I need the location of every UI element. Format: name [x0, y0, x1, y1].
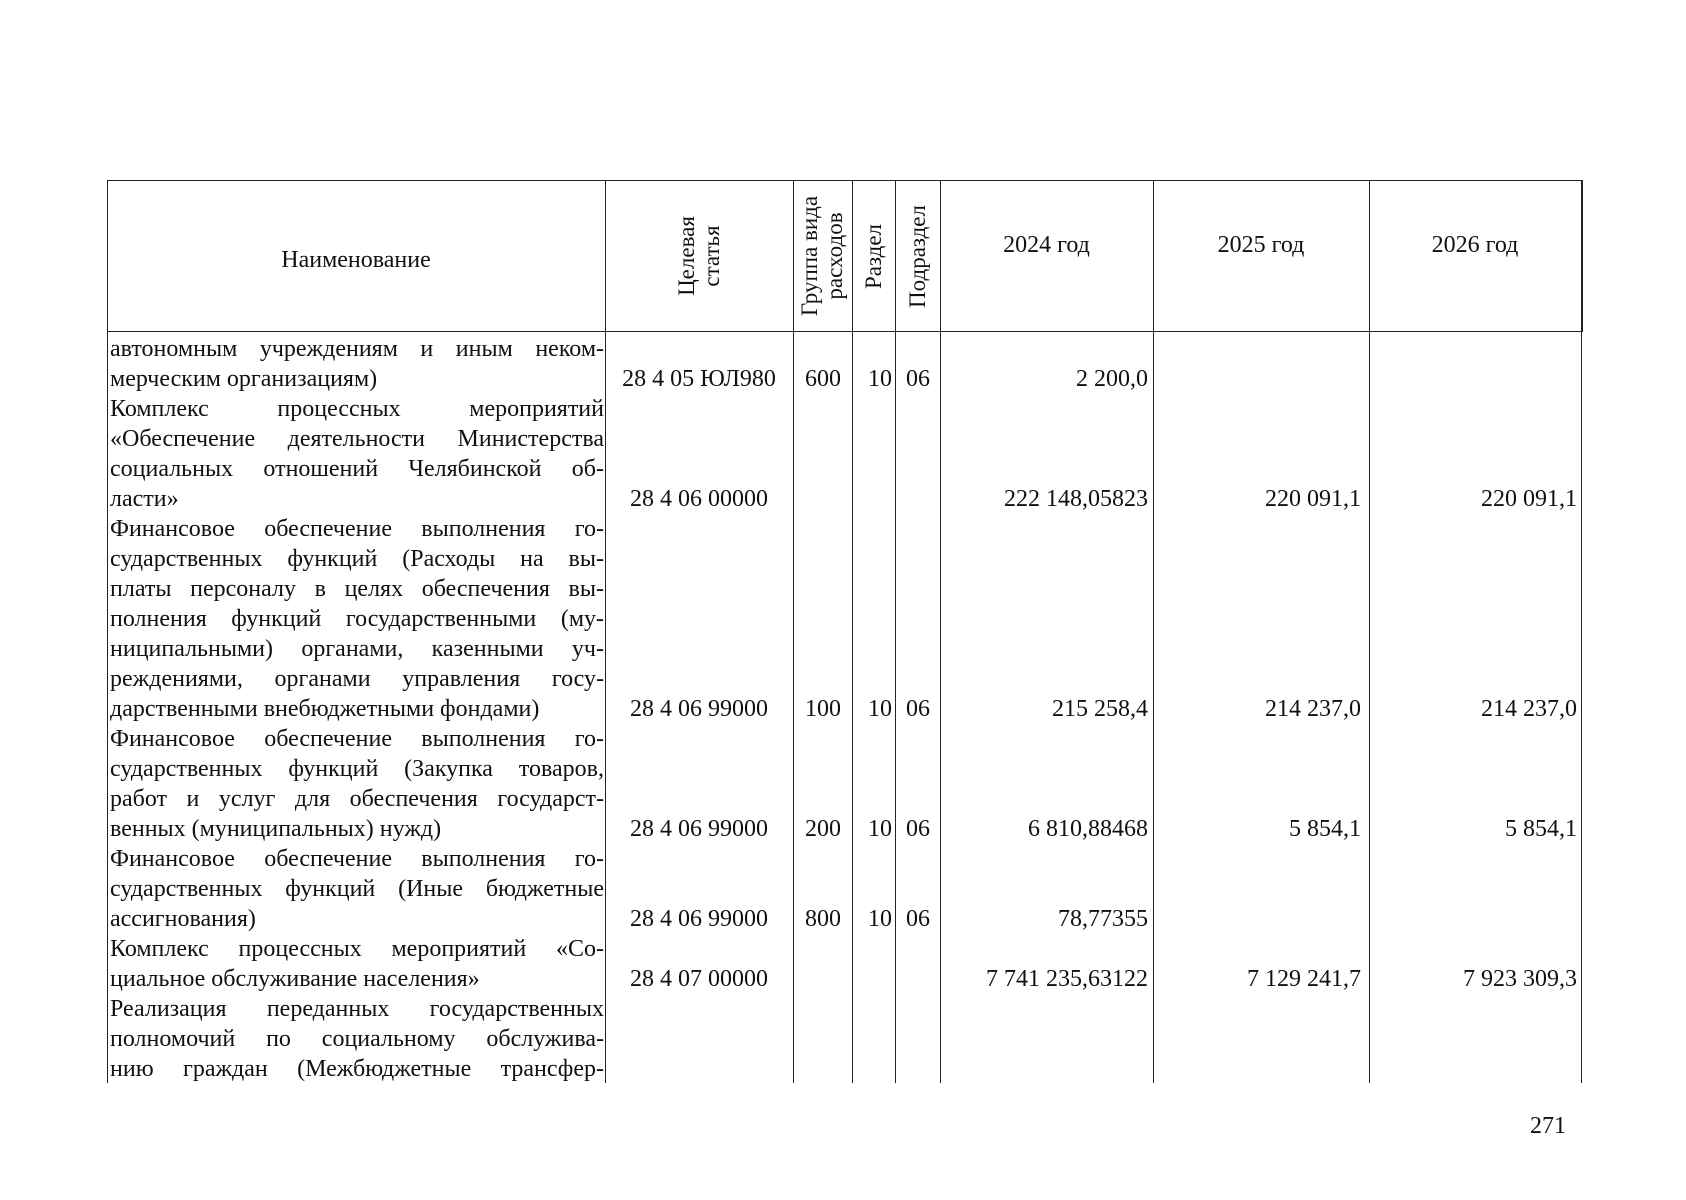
- header-section: [852, 180, 895, 332]
- row-name-line: нию граждан (Межбюджетные трансфер-: [110, 1056, 604, 1082]
- header-2025: [1153, 180, 1369, 332]
- page-number: 271: [1530, 1113, 1566, 1139]
- row-name-line: полнения функций государственными (му-: [110, 606, 604, 632]
- row-value-2026: 214 237,0: [1481, 696, 1577, 722]
- row-group: 800: [805, 906, 841, 932]
- row-value-2026: 220 091,1: [1481, 486, 1577, 512]
- row-name-line: сударственных функций (Расходы на вы-: [110, 546, 604, 572]
- row-group: 100: [805, 696, 841, 722]
- row-name-line: венных (муниципальных) нужд): [110, 816, 442, 842]
- header-name: [107, 180, 605, 332]
- col-divider: [1581, 180, 1582, 1083]
- row-target-code: 28 4 07 00000: [630, 966, 768, 992]
- row-name: [110, 514, 604, 724]
- row-name-line: «Обеспечение деятельности Министерства: [110, 426, 604, 452]
- row-name: [110, 724, 604, 844]
- row-name-line: Комплекс процессных мероприятий «Со-: [110, 936, 604, 962]
- header-2026: [1369, 180, 1581, 332]
- row-name-line: Реализация переданных государственных: [110, 996, 604, 1022]
- row-value-2025: 214 237,0: [1265, 696, 1361, 722]
- budget-table: [107, 180, 1583, 1083]
- header-group-line2: расходов: [822, 212, 848, 300]
- row-subsection: 06: [906, 906, 930, 932]
- header-subsection: [895, 180, 940, 332]
- row-target-code: 28 4 06 99000: [630, 816, 768, 842]
- row-section: 10: [868, 816, 892, 842]
- row-name-line: автономным учреждениям и иным неком-: [110, 336, 604, 362]
- row-name-line: сударственных функций (Иные бюджетные: [110, 876, 604, 902]
- row-value-2024: 2 200,0: [1076, 366, 1148, 392]
- row-group: 200: [805, 816, 841, 842]
- row-name-line: работ и услуг для обеспечения государст-: [110, 786, 604, 812]
- row-subsection: 06: [906, 816, 930, 842]
- row-group: 600: [805, 366, 841, 392]
- row-name: [110, 334, 604, 394]
- header-group-label: [798, 196, 848, 316]
- row-value-2024: 6 810,88468: [1028, 816, 1148, 842]
- row-target-code: 28 4 05 ЮЛ980: [622, 366, 776, 392]
- row-name-line: дарственными внебюджетными фондами): [110, 696, 540, 722]
- row-subsection: 06: [906, 366, 930, 392]
- row-target-code: 28 4 06 99000: [630, 696, 768, 722]
- row-subsection: 06: [906, 696, 930, 722]
- row-name: [110, 934, 604, 994]
- header-2024: [940, 180, 1153, 332]
- header-group-line1: Группа вида: [797, 195, 823, 317]
- row-section: 10: [868, 906, 892, 932]
- header-name-label: Наименование: [281, 246, 431, 273]
- row-target-code: 28 4 06 99000: [630, 906, 768, 932]
- header-target-line2: статья: [698, 225, 724, 287]
- row-name-line: Финансовое обеспечение выполнения го-: [110, 726, 604, 752]
- row-value-2025: 220 091,1: [1265, 486, 1361, 512]
- header-2026-label: 2026 год: [1431, 231, 1519, 258]
- header-target: [605, 180, 793, 332]
- row-name-line: ниципальными) органами, казенными уч-: [110, 636, 604, 662]
- header-section-label: Раздел: [861, 223, 886, 289]
- row-name-line: социальных отношений Челябинской об-: [110, 456, 604, 482]
- row-value-2024: 222 148,05823: [1004, 486, 1148, 512]
- row-name: [110, 994, 604, 1084]
- header-target-label: [674, 216, 724, 296]
- row-name-line: полномочий по социальному обслужива-: [110, 1026, 604, 1052]
- row-target-code: 28 4 06 00000: [630, 486, 768, 512]
- row-value-2025: 7 129 241,7: [1247, 966, 1361, 992]
- row-name: [110, 394, 604, 514]
- row-name-line: платы персоналу в целях обеспечения вы-: [110, 576, 604, 602]
- row-value-2025: 5 854,1: [1289, 816, 1361, 842]
- row-value-2026: 5 854,1: [1505, 816, 1577, 842]
- header-target-line1: Целевая: [673, 216, 699, 296]
- header-subsection-label: Подраздел: [905, 204, 931, 308]
- row-section: 10: [868, 366, 892, 392]
- row-section: 10: [868, 696, 892, 722]
- row-value-2026: 7 923 309,3: [1463, 966, 1577, 992]
- row-value-2024: 215 258,4: [1052, 696, 1148, 722]
- row-name-line: Финансовое обеспечение выполнения го-: [110, 516, 604, 542]
- row-value-2024: 7 741 235,63122: [986, 966, 1148, 992]
- row-name-line: Финансовое обеспечение выполнения го-: [110, 846, 604, 872]
- row-value-2024: 78,77355: [1058, 906, 1148, 932]
- header-group: [793, 180, 852, 332]
- row-name-line: сударственных функций (Закупка товаров,: [110, 756, 604, 782]
- header-2024-label: 2024 год: [1003, 231, 1090, 258]
- row-name-line: ласти»: [110, 486, 179, 512]
- header-2025-label: 2025 год: [1217, 231, 1305, 258]
- row-name-line: реждениями, органами управления госу-: [110, 666, 604, 692]
- row-name: [110, 844, 604, 934]
- row-name-line: циальное обслуживание населения»: [110, 966, 480, 992]
- row-name-line: мерческим организациям): [110, 366, 378, 392]
- row-name-line: Комплекс процессных мероприятий: [110, 396, 604, 422]
- row-name-line: ассигнования): [110, 906, 256, 932]
